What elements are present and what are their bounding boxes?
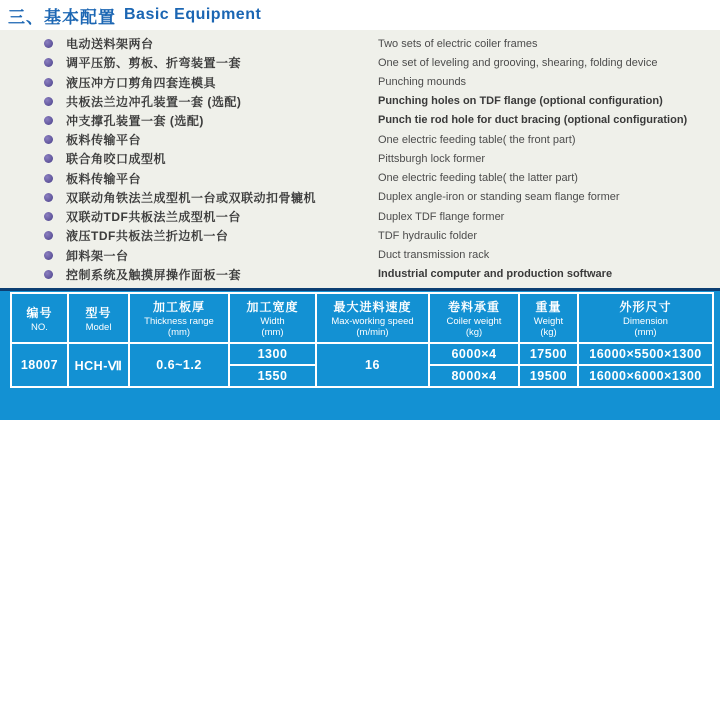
equipment-en: One electric feeding table( the latter part) [378, 172, 578, 185]
equipment-zh: 双联动角铁法兰成型机一台或双联动扣骨辘机 [66, 190, 317, 205]
equipment-zh: 卸料架一台 [66, 248, 129, 263]
remarks-zh: 备注: 可根据客户需要订做各种规格板料、板宽，卷料重量的产品。 [10, 679, 367, 691]
equipment-list-item [0, 208, 714, 225]
col-header-coiler-weight: 卷料承重 Coiler weight (kg) [429, 293, 519, 343]
cell-dimension-1: 16000×5500×1300 [578, 343, 713, 365]
equipment-list-item [0, 227, 714, 244]
equipment-en: TDF hydraulic folder [378, 229, 478, 242]
bullet-icon [44, 58, 53, 67]
equipment-list-item [0, 35, 714, 52]
bullet-icon [44, 193, 53, 202]
section-title-zh: 三、基本配置 [8, 7, 116, 27]
equipment-en: Punching mounds [378, 76, 467, 89]
equipment-zh: 控制系统及触摸屏操作面板一套 [66, 267, 242, 282]
cell-coiler-2: 8000×4 [429, 365, 519, 387]
bullet-icon [44, 154, 53, 163]
equipment-en: One set of leveling and grooving, shearing, folding device [378, 56, 658, 69]
equipment-list-item [0, 150, 714, 167]
cell-dimension-2: 16000×6000×1300 [578, 365, 713, 387]
equipment-zh: 液压TDF共板法兰折边机一台 [66, 229, 229, 244]
section-title-en: Basic Equipment [124, 6, 262, 23]
bullet-icon [44, 212, 53, 221]
equipment-list-item [0, 247, 714, 264]
equipment-zh: 联合角咬口成型机 [66, 152, 167, 167]
cell-speed: 16 [316, 343, 429, 387]
equipment-zh: 板料传输平台 [66, 171, 142, 186]
col-header-thickness: 加工板厚 Thickness range (mm) [129, 293, 229, 343]
equipment-list-item [0, 131, 714, 148]
remarks-en: Remarks: Customers can order the line with different sheet specifications,sheet width and coiler weight . [10, 694, 517, 706]
equipment-zh: 调平压筋、剪板、折弯装置一套 [66, 56, 242, 71]
equipment-list-item [0, 74, 714, 91]
cell-thickness: 0.6~1.2 [129, 343, 229, 387]
equipment-en: Pittsburgh lock former [378, 152, 485, 165]
equipment-zh: 双联动TDF共板法兰成型机一台 [66, 210, 241, 225]
spec-table-section [0, 288, 720, 706]
cell-coiler-1: 6000×4 [429, 343, 519, 365]
spec-table [10, 292, 714, 388]
equipment-list-item [0, 112, 714, 129]
spec-table-header-row [11, 293, 713, 343]
bullet-icon [44, 135, 53, 144]
equipment-zh: 板料传输平台 [66, 133, 142, 148]
cell-no: 18007 [11, 343, 68, 387]
bullet-icon [44, 78, 53, 87]
bullet-icon [44, 270, 53, 279]
equipment-list-item [0, 54, 714, 71]
equipment-list [0, 30, 720, 288]
cell-width-2: 1550 [229, 365, 316, 387]
equipment-zh: 电动送料架两台 [66, 37, 154, 52]
equipment-en: Punch tie rod hole for duct bracing (optional configuration) [378, 114, 688, 127]
section-title-bar [0, 0, 720, 30]
bullet-icon [44, 251, 53, 260]
cell-model: HCH-Ⅶ [68, 343, 129, 387]
equipment-list-item [0, 266, 714, 283]
col-header-no: 编号 NO. [11, 293, 68, 343]
equipment-zh: 冲支撑孔装置一套 (选配) [66, 113, 204, 128]
col-header-speed: 最大进料速度 Max-working speed (m/min) [316, 293, 429, 343]
equipment-en: Duplex angle-iron or standing seam flange former [378, 191, 620, 204]
col-header-width: 加工宽度 Width (mm) [229, 293, 316, 343]
equipment-list-item [0, 189, 714, 206]
equipment-en: Punching holes on TDF flange (optional configuration) [378, 95, 663, 108]
bullet-icon [44, 39, 53, 48]
equipment-en: One electric feeding table( the front part) [378, 133, 576, 146]
equipment-en: Two sets of electric coiler frames [378, 37, 538, 50]
col-header-weight: 重量 Weight (kg) [519, 293, 578, 343]
equipment-zh: 共板法兰边冲孔装置一套 (选配) [66, 94, 242, 109]
cell-weight-1: 17500 [519, 343, 578, 365]
bullet-icon [44, 174, 53, 183]
bullet-icon [44, 231, 53, 240]
col-header-dimension: 外形尺寸 Dimension (mm) [578, 293, 713, 343]
equipment-list-item [0, 93, 714, 110]
col-header-model: 型号 Model [68, 293, 129, 343]
equipment-en: Industrial computer and production software [378, 268, 613, 281]
equipment-zh: 液压冲方口剪角四套连模具 [66, 75, 217, 90]
remarks [10, 678, 715, 707]
equipment-en: Duct transmission rack [378, 249, 490, 262]
cell-weight-2: 19500 [519, 365, 578, 387]
bullet-icon [44, 116, 53, 125]
equipment-list-item [0, 170, 714, 187]
cell-width-1: 1300 [229, 343, 316, 365]
bullet-icon [44, 97, 53, 106]
equipment-en: Duplex TDF flange former [378, 210, 505, 223]
spec-row-1 [11, 343, 713, 365]
